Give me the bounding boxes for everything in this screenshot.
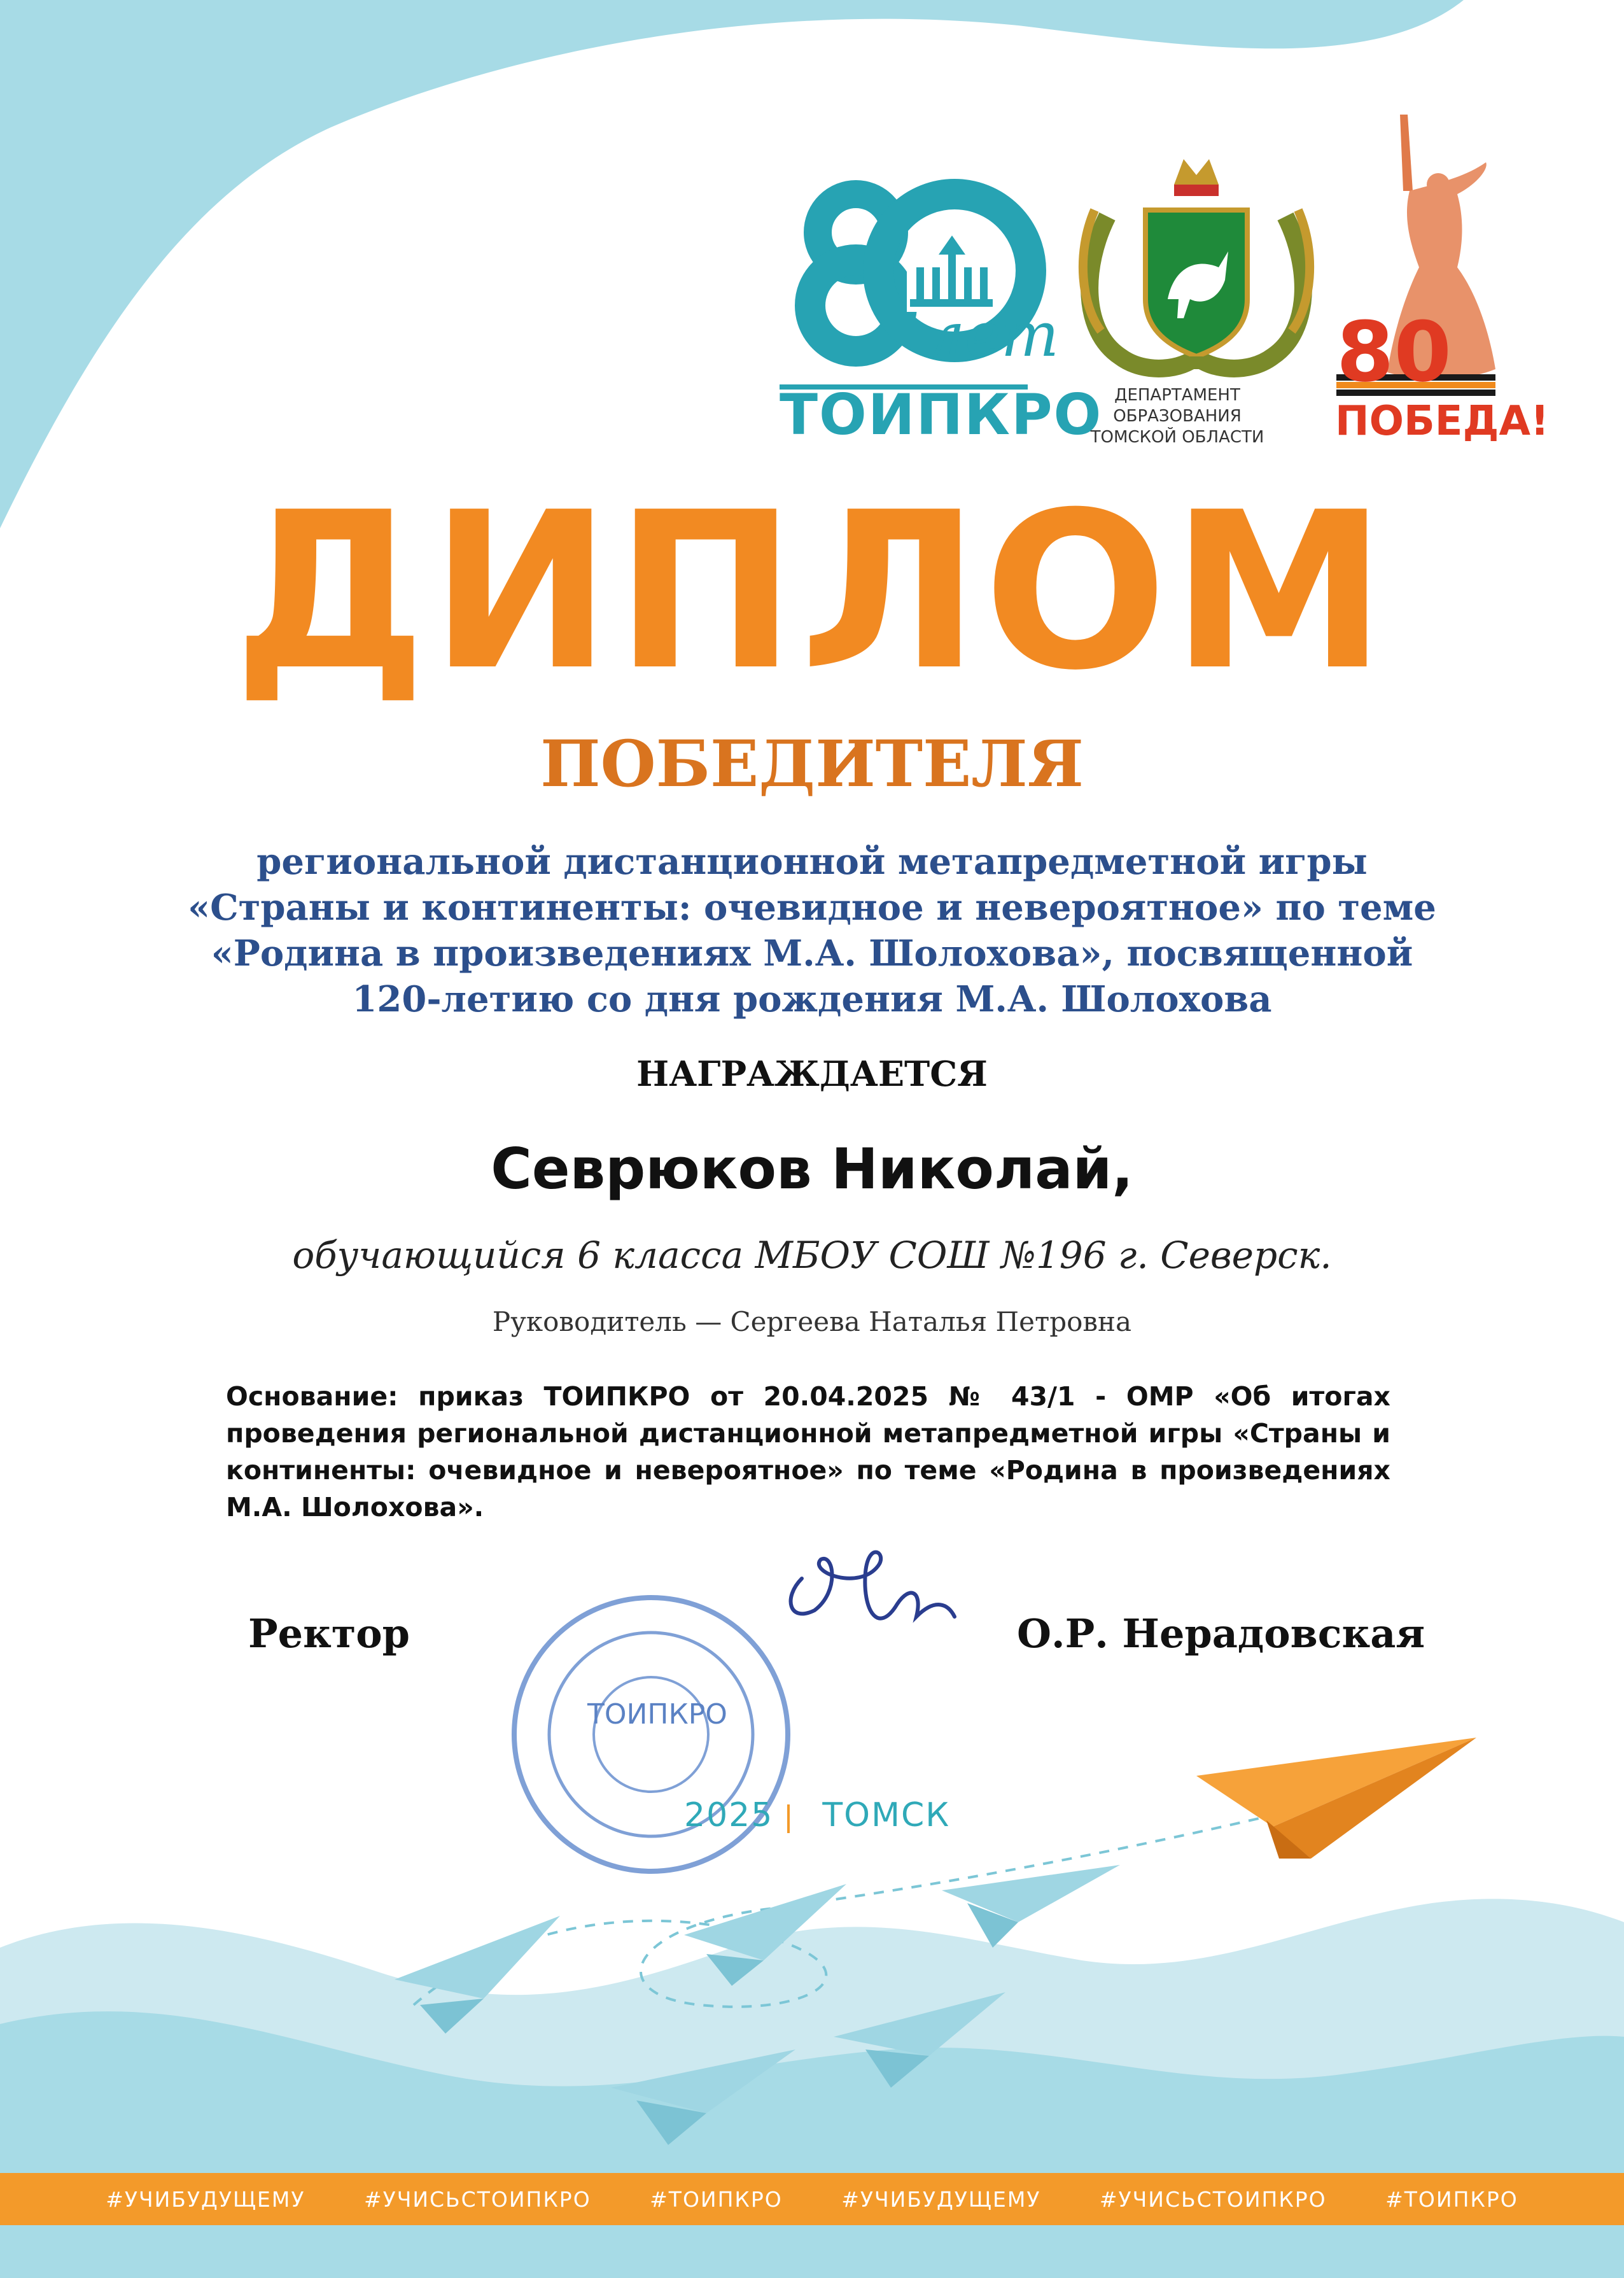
hashtag-5: #УЧИСЬСТОИПКРО xyxy=(1099,2186,1327,2212)
hashtag-3: #ТОИПКРО xyxy=(650,2186,783,2212)
hashtag-1: #УЧИБУДУЩЕМУ xyxy=(106,2186,305,2212)
orange-paper-plane xyxy=(1196,1738,1476,1859)
diploma-title: ДИПЛОМ xyxy=(234,466,1390,718)
hashtag-2: #УЧИСЬСТОИПКРО xyxy=(363,2186,591,2212)
recipient-name: Севрюков Николай, xyxy=(491,1136,1133,1202)
rector-name: О.Р. Нерадовская xyxy=(1017,1610,1425,1657)
victory-text: ПОБЕДА! xyxy=(1335,398,1550,445)
coat-of-arms xyxy=(1083,159,1310,369)
awarded-label: НАГРАЖДАЕТСЯ xyxy=(636,1053,988,1094)
event-line-1: региональной дистанционной метапредметной игры xyxy=(256,841,1368,883)
hashtag-4: #УЧИБУДУЩЕМУ xyxy=(841,2186,1041,2212)
hashtag-strip xyxy=(0,2173,1624,2225)
logo-years-text: лет xyxy=(926,299,1059,370)
stamp-center-text: ТОИПКРО xyxy=(587,1698,727,1731)
department-line-3: ТОМСКОЙ ОБЛАСТИ xyxy=(1090,428,1264,447)
rector-signature xyxy=(791,1552,955,1619)
diploma-subtitle: ПОБЕДИТЕЛЯ xyxy=(540,726,1084,801)
department-line-2: ОБРАЗОВАНИЯ xyxy=(1113,407,1242,426)
hashtag-6: #ТОИПКРО xyxy=(1385,2186,1518,2212)
department-caption xyxy=(1082,385,1273,448)
toipkro-logo-text: ТОИПКРО xyxy=(780,382,1103,447)
year-city xyxy=(684,1796,950,1834)
recipient-details: обучающийся 6 класса МБОУ СОШ №196 г. Северск. xyxy=(292,1234,1332,1277)
supervisor: Руководитель — Сергеева Наталья Петровна xyxy=(492,1306,1132,1337)
department-line-1: ДЕПАРТАМЕНТ xyxy=(1114,386,1240,405)
event-description xyxy=(0,839,1624,1022)
footer-city: ТОМСК xyxy=(822,1796,951,1834)
rector-label: Ректор xyxy=(248,1610,410,1657)
event-line-2: «Страны и континенты: очевидное и невероятное» по теме xyxy=(188,887,1436,929)
event-line-4: 120-летию со дня рождения М.А. Шолохова xyxy=(352,978,1272,1020)
victory-80-text: 80 xyxy=(1336,304,1452,400)
event-line-3: «Родина в произведениях М.А. Шолохова», посвященной xyxy=(211,932,1413,974)
basis-text: Основание: приказ ТОИПКРО от 20.04.2025 № 43/1 - ОМР «Об итогах проведения региональной дистанционной метапредметной игры «Страны и континенты: очевидное и невероятное» по теме «Родина в произведениях М.А. Шолохова». xyxy=(226,1381,1390,1522)
footer-year: 2025 xyxy=(684,1796,774,1834)
